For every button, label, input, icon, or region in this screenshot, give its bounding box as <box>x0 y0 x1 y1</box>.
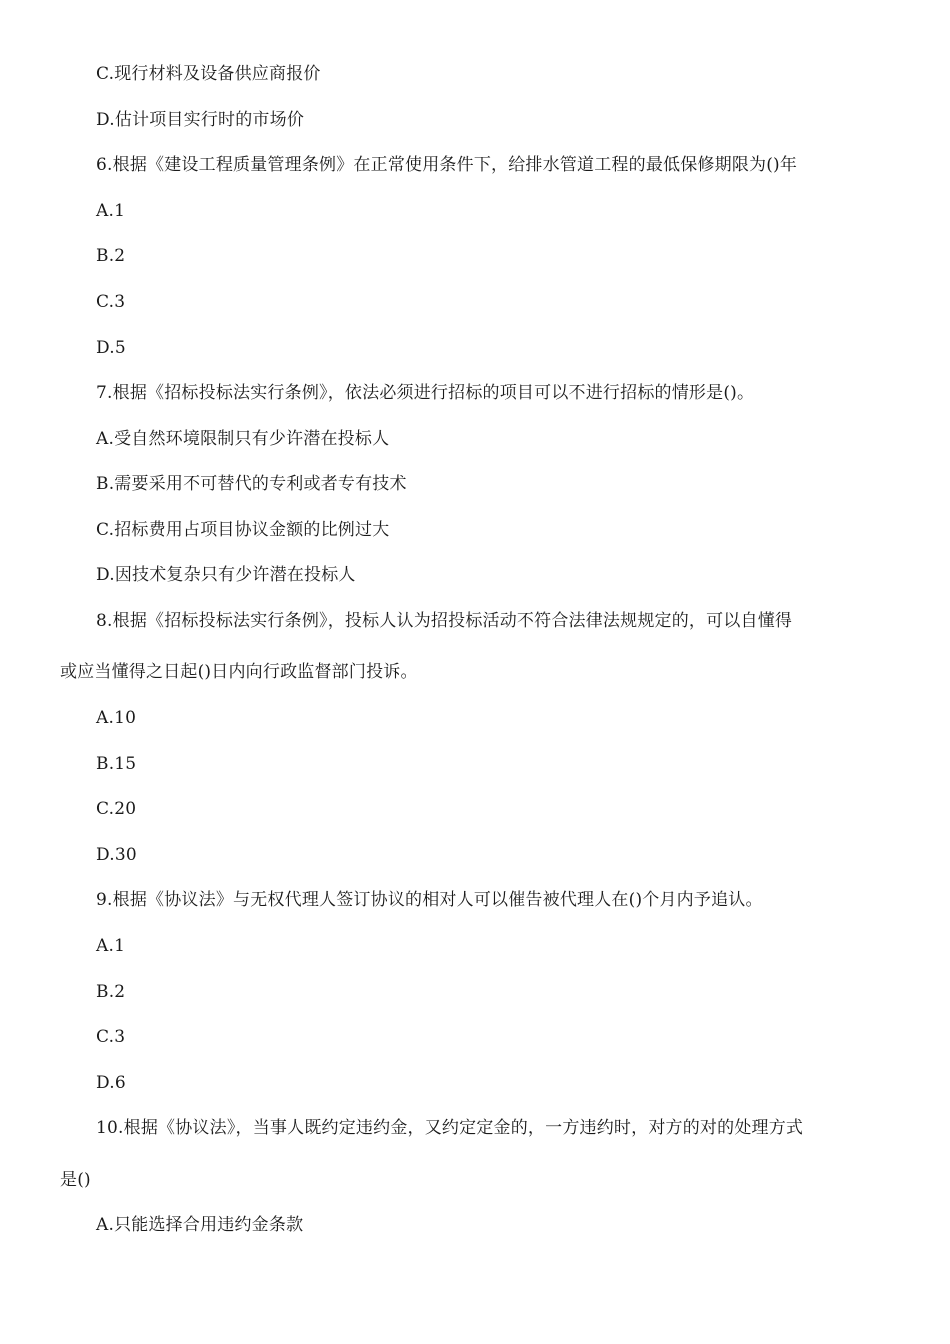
question-10: 10.根据《协议法》，当事人既约定违约金，又约定定金的，一方违约时，对方的对的处理方式 <box>96 1118 804 1138</box>
option-a-q10: A.只能选择合用违约金条款 <box>96 1215 304 1235</box>
option-a-q6: A.1 <box>96 201 126 221</box>
option-b-q8: B.15 <box>96 754 137 774</box>
question-6: 6.根据《建设工程质量管理条例》在正常使用条件下，给排水管道工程的最低保修期限为()年 <box>96 155 798 175</box>
option-d-q5: D.估计项目实行时的市场价 <box>96 110 305 130</box>
option-a-q9: A.1 <box>96 936 126 956</box>
option-b-q6: B.2 <box>96 246 126 266</box>
option-c-q8: C.20 <box>96 799 137 819</box>
option-d-q8: D.30 <box>96 845 137 865</box>
option-d-q6: D.5 <box>96 338 126 358</box>
question-7: 7.根据《招标投标法实行条例》，依法必须进行招标的项目可以不进行招标的情形是()。 <box>96 383 755 403</box>
option-b-q7: B.需要采用不可替代的专利或者专有技术 <box>96 474 407 494</box>
option-a-q8: A.10 <box>96 708 137 728</box>
option-d-q9: D.6 <box>96 1073 126 1093</box>
question-9: 9.根据《协议法》与无权代理人签订协议的相对人可以催告被代理人在()个月内予追认。 <box>96 890 763 910</box>
option-c-q9: C.3 <box>96 1027 126 1047</box>
option-c-q5: C.现行材料及设备供应商报价 <box>96 64 321 84</box>
question-8-continued: 或应当懂得之日起()日内向行政监督部门投诉。 <box>60 662 418 682</box>
question-8: 8.根据《招标投标法实行条例》，投标人认为招投标活动不符合法律法规规定的，可以自懂得 <box>96 611 793 631</box>
option-a-q7: A.受自然环境限制只有少许潜在投标人 <box>96 429 390 449</box>
option-d-q7: D.因技术复杂只有少许潜在投标人 <box>96 565 356 585</box>
option-b-q9: B.2 <box>96 982 126 1002</box>
question-10-continued: 是() <box>60 1170 91 1190</box>
option-c-q6: C.3 <box>96 292 126 312</box>
option-c-q7: C.招标费用占项目协议金额的比例过大 <box>96 520 390 540</box>
